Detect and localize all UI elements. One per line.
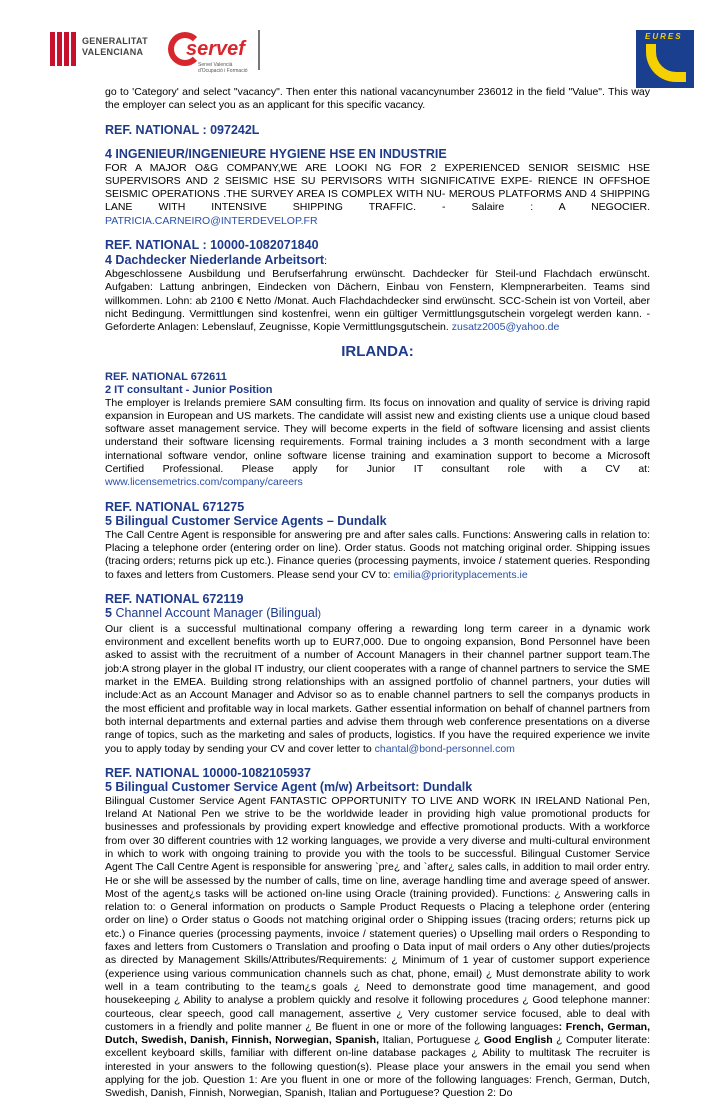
- job-description: Bilingual Customer Service Agent FANTASTIC OPPORTUNITY TO LIVE AND WORK IN IRELAND National Pen, Ireland At National Pen we strive to be the worldwide leader in providing high value promotional products for businesses and professionals by providing expert knowledge and effective promotional products. With a workforce from over 30 different countries with 12 working languages, we provide a very diverse and multi-cultural environment in which to work with ongoing training to provide you with the tools to be successful. Bilingual Customer Service Agent The Call Centre Agent is responsible for answering `pre¿ and `after¿ sales calls, in addition to mail order entry. He or she will be assessed by the number of calls, time on line, average handling time and average speed of answer. Most of the agent¿s tasks will be actioned on-line using Oracle (training provided). Functions: ¿ Answering calls in relation to: o General information on products o Sample Product Requests o Placing a telephone order (entering order on line) o Order status o Goods not matching original order o Shipping issues (tracing orders; returns pick up etc.) o Finance queries (processing payments, invoice / statement queries) o Upselling mail orders o Responding to faxes and letters from Customers o Translation and proofing o Data input of mail orders o Any other duties/projects as directed by Management Skills/Attributes/Requirements: ¿ Minimum of 1 year of customer support experience (experience using various communication channels such as chat, phone, email) ¿ Must demonstrate ability to work well in a team contributing to the team¿s goals ¿ Need to demonstrate good time management, and good housekeeping ¿ Ability to analyse a problem quickly and resolve it following procedures ¿ Good telephone manner: courteous, clear speech, good call management, assertive ¿ Very customer service focused, able to deal with customers in a friendly and polite manner ¿ Be fluent in one or more of the following languages: French, German, Dutch, Swedish, Danish, Finnish, Norwegian, Spanish, Italian, Portuguese ¿ Good English ¿ Computer literate: excellent keyboard skills, familiar with different on-line database packages ¿ Ability to multitask The recruiter is interested in your answers to the following question(s). Please place your answers in the email you send when applying for the job. Question 1: Are you fluent in one or more of the following languages: French, German, Dutch, Swedish, Danish, Finnish, Norwegian, Spanish, Italian and Portuguese? Question 2: Do: [105, 794, 651, 1100]
- job-contact-link[interactable]: zusatz2005@yahoo.de: [451, 321, 560, 334]
- intro-paragraph: go to 'Category' and select "vacancy". Then enter this national vacancynumber 236012 in the field "Value". This way the employer can select you as an applicant for this specific vacancy.: [105, 86, 650, 112]
- job-title: 5 Bilingual Customer Service Agents – Dundalk: [105, 514, 387, 529]
- servef-logo-subtext: Servei Valencià d'Ocupació i Formació: [198, 62, 248, 74]
- job-title: 4 Dachdecker Niederlande Arbeitsort:: [105, 252, 327, 267]
- job-contact-link[interactable]: www.licensemetrics.com/company/careers: [105, 476, 303, 489]
- job-description: FOR A MAJOR O&G COMPANY,WE ARE LOOKI NG FOR 2 EXPERIENCED SENIOR SEISMIC HSE SUPERVISORS AND 2 SEISMIC HSE SU PERVISORS WITH SIGNIFICATIVE EXPE- RIENCE IN OFFSHOE SEISMIC OPERATIONS .THE SURVEY AREA IS COMPLEX WITH NU- MEROUS PLATFORMS AND 4 SHIPPING LANE WITH INTENSIVE SHIPPING TRAFFIC. - Salaire : A NEGOCIER. PATRICIA.CARNEIRO@INTERDEVELOP.FR: [105, 161, 650, 227]
- job-title: 4 INGENIEUR/INGENIEURE HYGIENE HSE EN INDUSTRIE: [105, 147, 447, 162]
- job-contact-link[interactable]: emilia@priorityplacements.ie: [393, 568, 528, 581]
- generalitat-logo-text: GENERALITAT VALENCIANA: [82, 36, 148, 57]
- job-ref: REF. NATIONAL 671275: [105, 499, 245, 514]
- country-heading: IRLANDA:: [341, 342, 414, 360]
- job-ref: REF. NATIONAL 672119: [105, 591, 244, 606]
- job-contact-link[interactable]: chantal@bond-personnel.com: [374, 742, 515, 755]
- document-body: [105, 86, 650, 1101]
- servef-logo: [168, 28, 260, 74]
- job-title: 2 IT consultant - Junior Position: [105, 383, 273, 396]
- job-description: The Call Centre Agent is responsible for answering pre and after sales calls. Functions: Answering calls in relation to: Placing a telephone order (entering order on line). Order status. Goods not matching original order. Shipping issues (tracing orders; returns pick up etc.). Finance queries (processing payments, invoice / statement queries. Responding to faxes and letters from Customers. Please send your CV to: emilia@priorityplacements.ie: [105, 528, 650, 581]
- job-ref: REF. NATIONAL 10000-1082105937: [105, 765, 311, 780]
- job-description: The employer is Irelands premiere SAM consulting firm. Its focus on innovation and quality of service is driving rapid expansion in European and US markets. The candidate will assist new and existing clients use a unique cloud based software asset management service. They will become experts in the field of software licensing and assist clients understand their software licensing requirements. Formal training includes a 3 month secondment with a large international software vendor, online software license training and examination support to become a Microsoft Certified Professional. Please apply for Junior IT consultant role with a CV at: www.licensemetrics.com/company/careers: [105, 396, 650, 489]
- job-contact-link[interactable]: PATRICIA.CARNEIRO@INTERDEVELOP.FR: [105, 214, 318, 227]
- job-ref: REF. NATIONAL 672611: [105, 370, 227, 383]
- generalitat-bars-icon: [50, 32, 76, 66]
- generalitat-valenciana-logo: [50, 30, 155, 70]
- eures-logo-text: EURES: [645, 32, 683, 41]
- job-ref: REF. NATIONAL : 097242L: [105, 122, 260, 137]
- header-divider: [258, 30, 260, 70]
- job-description: Abgeschlossene Ausbildung und Berufserfahrung erwünscht. Dachdecker für Steil-und Flachdach erwünscht. Aufgaben: Lattung anbringen, Eindecken von Dächern, Einbau von Fenstern, Klempnerarbeiten. Teams sind willkommen. Lohn: ab 2100 € Netto /Monat. Auch Flachdachdecker sind erwünscht. SCC-Schein ist von Vorteil, aber nicht Bedingung. Vermittlungen sind kostenfrei, wenn ein gültiger Vermittlungsgutschein vorgelegt werden kann. - Geforderte Anlagen: Lebenslauf, Zeugnisse, Kopie Vermittlungsgutschein. zusatz2005@yahoo.de: [105, 268, 650, 334]
- job-title: 5 Bilingual Customer Service Agent (m/w) Arbeitsort: Dundalk: [105, 780, 473, 795]
- job-ref: REF. NATIONAL : 10000-1082071840: [105, 238, 319, 253]
- job-title: 5 Channel Account Manager (Bilingual): [105, 606, 321, 621]
- servef-logo-text: servef: [186, 38, 245, 60]
- job-description: Our client is a successful multinational company offering a rewarding long term career in a dynamic work environment and excellent benefits worth up to EUR7,000. Due to ongoing expansion, Bond Personnel have been asked to assist with the recruitment of a number of Account Managers in their channel partner support team.The job:A strong player in the global IT industry, our client cooperates with a range of channel partners to service the SME market in the EMEA. Building strong relationships with an assigned portfolio of channel partners, your duties will include:Act as an Account Manager and Advisor so as to enable channel partners to sell the companys products in the most efficient and profitable way in local markets. Gather essential information on behalf of channel partners from both internal departments and external parties and advise them through web conference presentations on a diverse range of topics, such as the marketing and sales of products, logistics. If you have the required experience we invite you to apply today by sending your CV and cover letter to chantal@bond-personnel.com: [105, 622, 650, 755]
- page-header: [0, 0, 728, 85]
